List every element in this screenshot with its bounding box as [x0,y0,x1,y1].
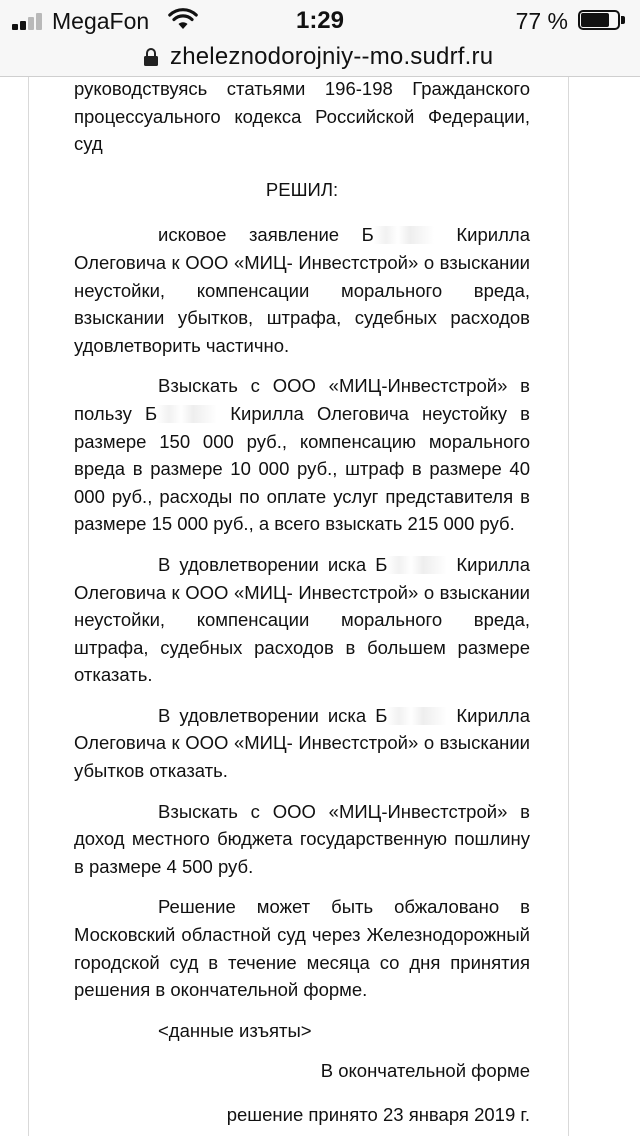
lock-icon [143,47,159,67]
clock: 1:29 [295,7,345,34]
paragraph-start: В удовлетворении иска Б [158,704,388,726]
redacted-name [374,226,434,244]
paragraph-award [74,372,530,538]
paragraph-rest: Кирилла Олеговича к ООО «МИЦ- Инвестстрой» о взыскании неустойки, компенсации морального вреда, штрафа, судебных расходов в большем размере отказать. [74,553,531,686]
paragraph-refusal-losses [74,702,530,785]
battery-icon [578,10,628,32]
redacted-name [157,405,217,423]
paragraph-rest: Кирилла Олеговича неустойку в размере 150 000 руб., компенсацию морального вреда в размере 10 000 руб., штраф в размере 40 000 руб., расходы по оплате услуг представителя в размере 15 000 руб., а всего взыскать 215 000 руб. [74,402,530,535]
document-view[interactable] [0,77,640,1136]
page-border-left [28,77,29,1136]
battery-percentage: 77 % [515,8,568,34]
paragraph-start: исковое заявление Б [158,224,374,246]
paragraph-start: В удовлетворении иска Б [158,553,388,575]
decision-date: решение принято 23 января 2019 г. [226,1104,530,1125]
paragraph-state-duty: Взыскать с ООО «МИЦ-Инвестстрой» в доход местного бюджета государственную пошлину в размере 4 500 руб. [74,800,530,877]
redacted-name [387,556,447,574]
paragraph-rest: Кирилла Олеговича к ООО «МИЦ- Инвестстрой» о взыскании убытков отказать. [74,704,531,782]
carrier-name: MegaFon [52,8,150,34]
data-removed-note: <данные изъяты> [158,1019,312,1041]
paragraph-start: Взыскать с ООО «МИЦ-Инвестстрой» в пользу Б [74,375,530,424]
status-bar [0,0,640,40]
redacted-name [387,707,447,725]
paragraph-refusal-larger-amount [74,551,530,689]
url-text[interactable]: zheleznodorojniy--mo.sudrf.ru [170,43,494,70]
address-bar[interactable] [0,40,640,77]
paragraph-appeal: Решение может быть обжаловано в Московский областной суд через Железнодорожный городской суд в течение месяца со дня принятия решения в окончательной форме. [74,896,530,1001]
document-text [74,77,530,1136]
page-border-right [568,77,569,1136]
decision-heading: РЕШИЛ: [265,178,339,200]
intro-paragraph: руководствуясь статьями 196-198 Гражданского процессуального кодекса Российской Федерации, суд [74,78,530,155]
paragraph-claim-partially-satisfied [74,221,530,359]
final-form-label: В окончательной форме [320,1060,530,1082]
paragraph-rest: Кирилла Олеговича к ООО «МИЦ- Инвестстрой» о взыскании неустойки, компенсации морального вреда, взыскании убытков, штрафа, судебных расходов удовлетворить частично. [74,224,530,356]
